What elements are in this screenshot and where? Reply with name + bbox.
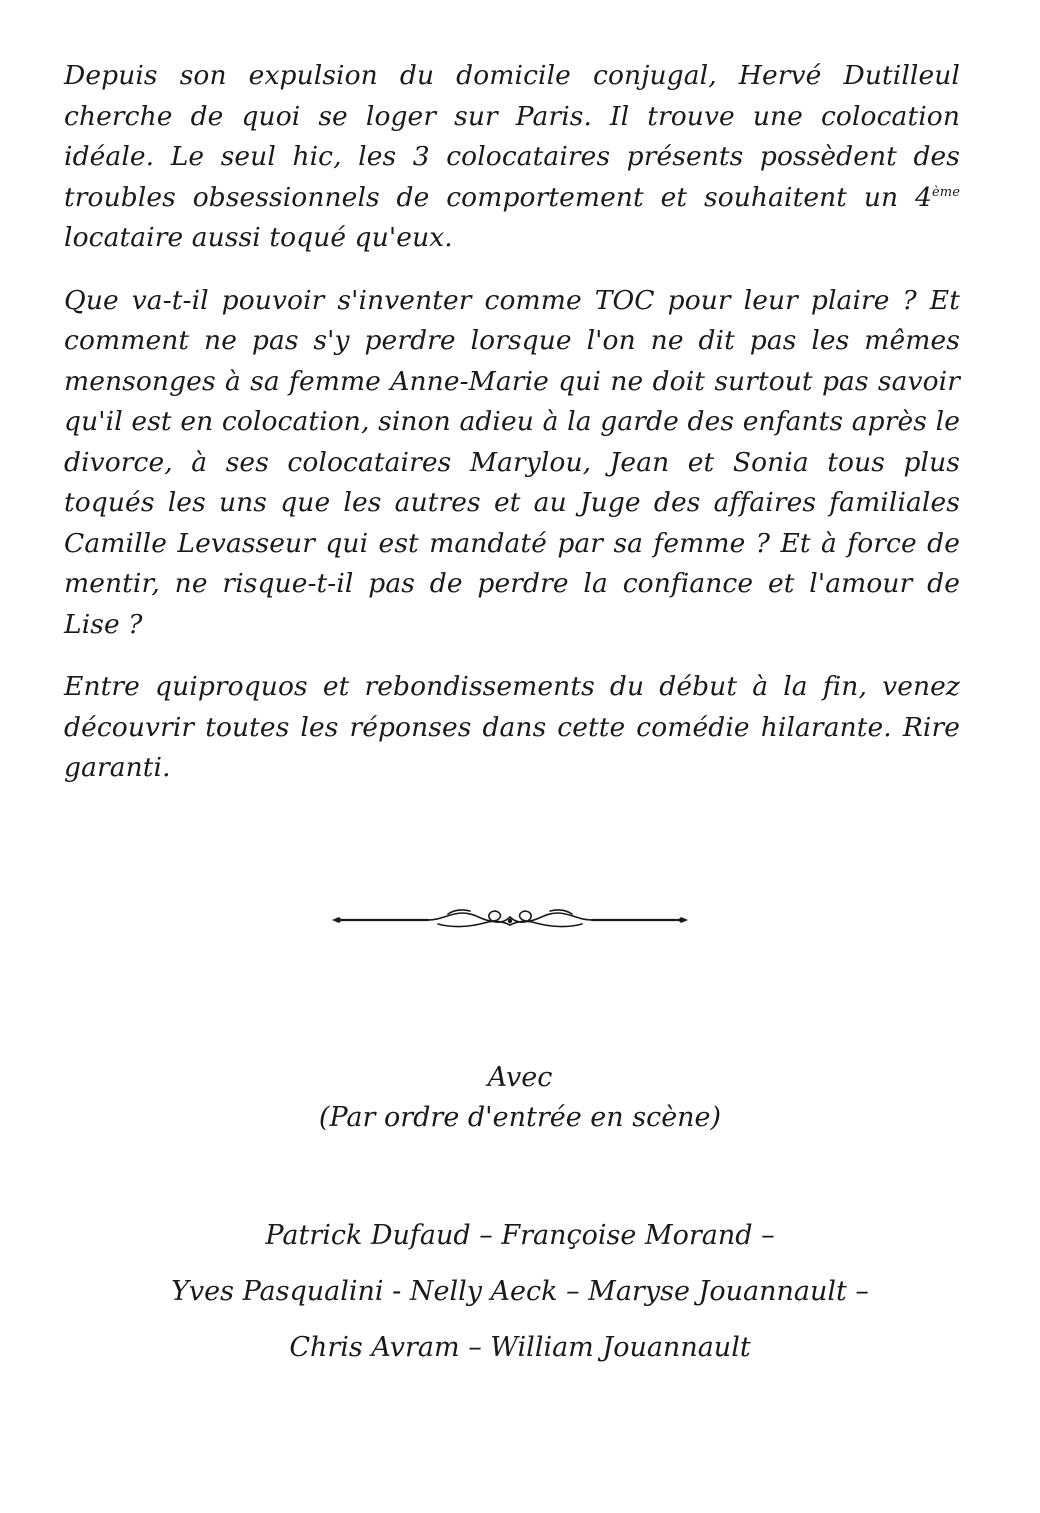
flourish-divider-icon [330, 896, 690, 940]
synopsis-paragraph-1-end: locataire aussi toqué qu'eux. [64, 222, 453, 253]
credits-subtitle: (Par ordre d'entrée en scène) [318, 1102, 722, 1133]
synopsis-paragraph-3: Entre quiproquos et rebondissements du début à la fin, venez découvrir toutes les réponses dans cette comédie hilarante. Rire garanti. [64, 671, 960, 783]
synopsis-paragraph-1-text: Depuis son expulsion du domicile conjugal, Hervé Dutilleul cherche de quoi se loger sur Paris. Il trouve une colocation idéale. Le seul hic, les 3 colocataires présents possèdent des troubles obsessionnels de comportement et souhaitent un 4 [64, 60, 960, 213]
cast-line: Yves Pasqualini - Nelly Aeck – Maryse Jouannault – [171, 1276, 869, 1307]
cast-list [0, 1208, 1040, 1376]
cast-line: Patrick Dufaud – Françoise Morand – [265, 1220, 775, 1251]
ordinal-superscript: ème [931, 184, 960, 200]
synopsis-paragraph-1 [64, 56, 960, 259]
synopsis-paragraph-2: Que va-t-il pouvoir s'inventer comme TOC pour leur plaire ? Et comment ne pas s'y perdre lorsque l'on ne dit pas les mêmes mensonges à sa femme Anne-Marie qui ne doit surtout pas savoir qu'il est en colocation, sinon adieu à la garde des enfants après le divorce, à ses colocataires Marylou, Jean et Sonia tous plus toqués les uns que les autres et au Juge des affaires familiales Camille Levasseur qui est mandaté par sa femme ? Et à force de mentir, ne risque-t-il pas de perdre la confiance et l'amour de Lise ? [64, 284, 960, 640]
credits-heading [0, 1058, 1040, 1138]
credits-title: Avec [487, 1062, 553, 1093]
synopsis [64, 56, 960, 811]
cast-line: Chris Avram – William Jouannault [289, 1332, 751, 1363]
